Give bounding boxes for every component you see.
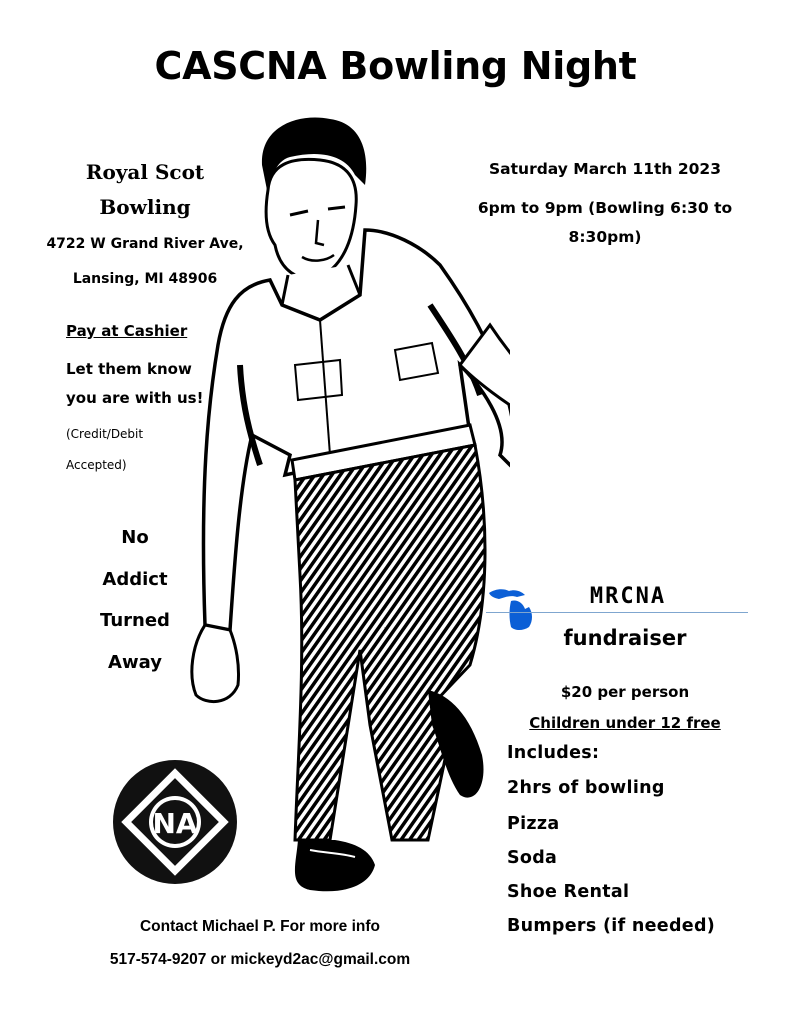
- includes-heading: Includes:: [507, 743, 600, 763]
- venue-name-line1: Royal Scot: [85, 160, 205, 184]
- event-date: Saturday March 11th 2023: [489, 160, 721, 178]
- na-logo-text: NA: [152, 807, 198, 840]
- event-time-line1: 6pm to 9pm (Bowling 6:30 to: [477, 199, 733, 217]
- includes-item-1: 2hrs of bowling: [507, 778, 665, 798]
- fundraiser-org: MRCNA: [589, 584, 667, 609]
- contact-line2: 517-574-9207 or mickeyd2ac@gmail.com: [109, 951, 411, 968]
- includes-item-4: Shoe Rental: [507, 882, 630, 902]
- price: $20 per person: [560, 683, 690, 701]
- payment-note-line1: (Credit/Debit: [66, 427, 144, 441]
- michigan-map-icon: [487, 585, 539, 633]
- payment-note-line2: Accepted): [66, 458, 127, 472]
- contact-line1: Contact Michael P. For more info: [139, 918, 380, 935]
- event-time-line2: 8:30pm): [568, 228, 642, 246]
- slogan-line-3: Turned: [100, 610, 170, 631]
- venue-name-line2: Bowling: [99, 195, 191, 219]
- slogan-line-1: No: [121, 527, 149, 548]
- fundraiser-label: fundraiser: [563, 626, 687, 650]
- payment-line2: you are with us!: [66, 389, 204, 407]
- venue-address-line2: Lansing, MI 48906: [72, 271, 218, 287]
- slogan-line-4: Away: [108, 652, 162, 673]
- slogan-line-2: Addict: [102, 569, 168, 590]
- page-title: CASCNA Bowling Night: [154, 44, 637, 88]
- children-free: Children under 12 free: [529, 714, 721, 732]
- includes-item-3: Soda: [507, 848, 558, 868]
- mrcna-rule: [486, 612, 748, 613]
- payment-heading: Pay at Cashier: [66, 322, 188, 340]
- na-diamond-logo-icon: [110, 757, 240, 887]
- venue-address-line1: 4722 W Grand River Ave,: [46, 236, 244, 252]
- includes-item-5: Bumpers (if needed): [507, 916, 716, 936]
- includes-item-2: Pizza: [507, 814, 560, 834]
- payment-line1: Let them know: [66, 360, 192, 378]
